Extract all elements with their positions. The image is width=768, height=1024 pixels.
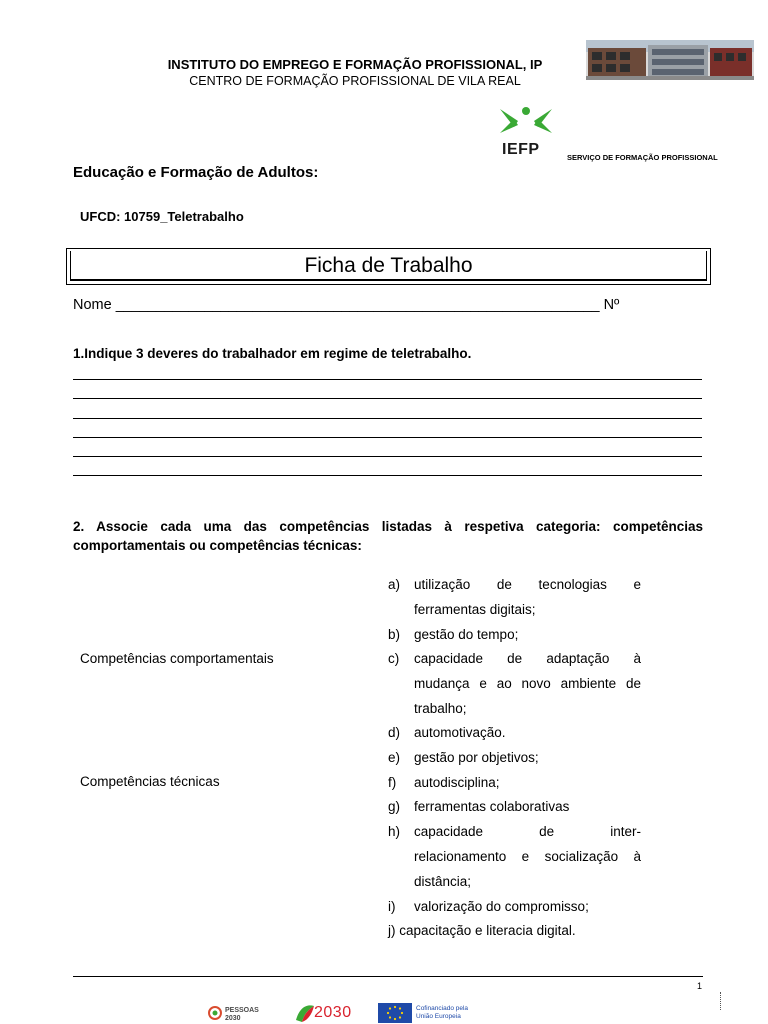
- option-text: mudança e ao novo ambiente de: [414, 676, 641, 691]
- answer-line[interactable]: [73, 418, 702, 419]
- option-text: ferramentas colaborativas: [414, 799, 570, 814]
- option-text: autodisciplina;: [414, 775, 500, 790]
- pessoas-2030-logo: [207, 1002, 277, 1024]
- option-text: capacidade de inter-: [414, 824, 641, 839]
- answer-line[interactable]: [73, 475, 702, 476]
- option-j: j) capacitação e literacia digital.: [388, 923, 576, 938]
- option-text: trabalho;: [414, 701, 467, 716]
- option-label: f): [388, 775, 397, 790]
- option-label: h): [388, 824, 401, 839]
- option-label: c): [388, 651, 400, 666]
- ufcd-code: UFCD: 10759_Teletrabalho: [80, 209, 244, 224]
- option-label: e): [388, 750, 401, 765]
- worksheet-title: Ficha de Trabalho: [304, 254, 473, 277]
- iefp-logo-text: IEFP: [502, 141, 540, 158]
- course-title: Educação e Formação de Adultos:: [73, 164, 319, 181]
- portugal-logo-text: 2030: [314, 1004, 352, 1021]
- option-label: d): [388, 725, 401, 740]
- option-text: capacidade de adaptação à: [414, 651, 641, 666]
- question-2: 2. Associe cada uma das competências listadas à respetiva categoria: competências comportamentais ou competências técnicas:: [73, 519, 703, 553]
- eu-logo-line-1: Cofinanciado pela: [416, 1005, 469, 1012]
- option-text: valorização do compromisso;: [414, 899, 589, 914]
- answer-line[interactable]: [73, 437, 702, 438]
- option-label: a): [388, 577, 401, 592]
- option-text: utilização de tecnologias e: [414, 577, 641, 592]
- option-text: relacionamento e socialização à: [414, 849, 641, 864]
- category-technical: Competências técnicas: [80, 774, 220, 789]
- option-text: automotivação.: [414, 725, 506, 740]
- eu-cofinanced-logo: [378, 1002, 488, 1024]
- option-text: ferramentas digitais;: [414, 602, 536, 617]
- option-label: i): [388, 899, 396, 914]
- page-number: 1: [697, 981, 703, 991]
- name-field-line[interactable]: Nome ____________________________________________________________ Nº: [73, 297, 620, 313]
- question-1: 1.Indique 3 deveres do trabalhador em regime de teletrabalho.: [73, 346, 472, 361]
- answer-line[interactable]: [73, 379, 702, 380]
- eu-logo-line-2: União Europeia: [416, 1013, 461, 1020]
- margin-marker: [720, 992, 721, 1010]
- pessoas-logo-text: PESSOAS 2030: [225, 1007, 259, 1022]
- option-text: gestão por objetivos;: [414, 750, 539, 765]
- option-text: gestão do tempo;: [414, 627, 519, 642]
- institute-name: INSTITUTO DO EMPREGO E FORMAÇÃO PROFISSIONAL, IP: [167, 57, 543, 72]
- training-center-name: CENTRO DE FORMAÇÃO PROFISSIONAL DE VILA REAL: [189, 74, 521, 88]
- service-label: SERVIÇO DE FORMAÇÃO PROFISSIONAL: [567, 153, 718, 162]
- answer-line[interactable]: [73, 456, 702, 457]
- footer-divider: [73, 976, 703, 977]
- option-label: g): [388, 799, 401, 814]
- answer-line[interactable]: [73, 398, 702, 399]
- building-photo: [586, 40, 754, 80]
- category-behavioral: Competências comportamentais: [80, 651, 274, 666]
- option-text: distância;: [414, 874, 472, 889]
- portugal-2030-logo: [294, 1002, 358, 1024]
- option-label: b): [388, 627, 401, 642]
